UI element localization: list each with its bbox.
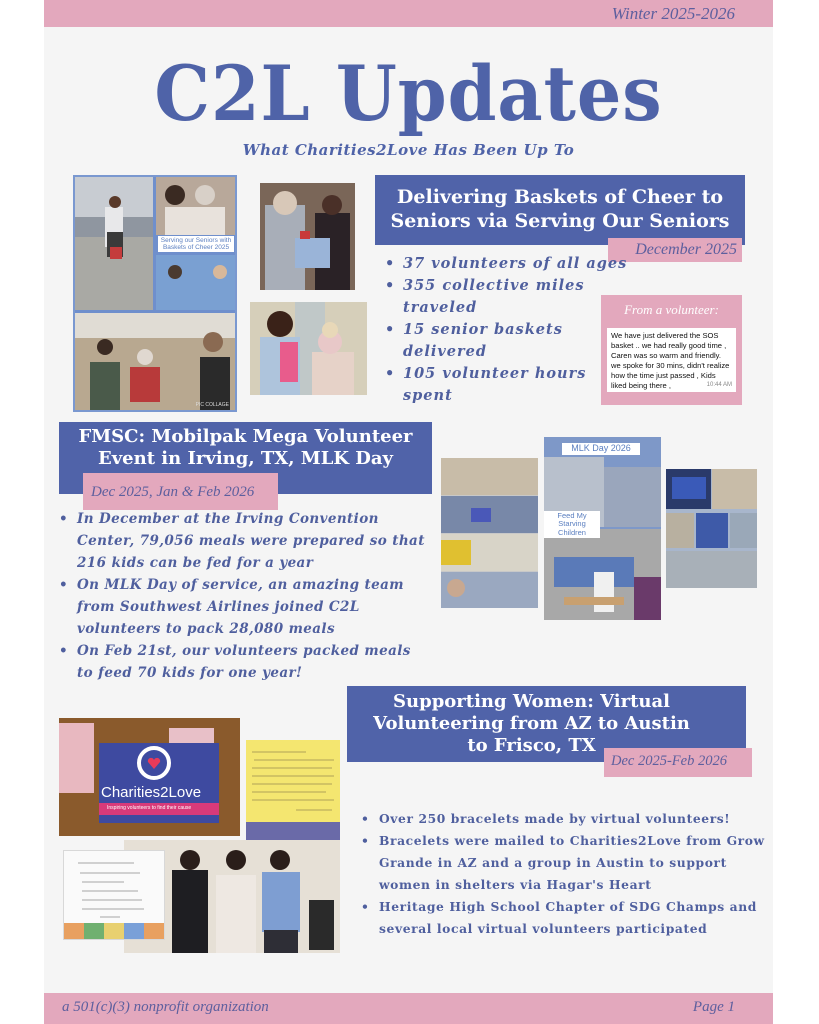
heading-line: to Frisco, TX xyxy=(467,735,596,756)
charities2love-logo-text: Charities2Love xyxy=(101,784,202,801)
quote-time: 10:44 AM xyxy=(706,382,732,388)
mlk-caption: MLK Day 2026 xyxy=(562,443,640,455)
stat-item: • 355 collective miles traveled xyxy=(383,275,608,319)
season-label: Winter 2025-2026 xyxy=(611,4,735,23)
collage-caption: Serving our Seniors with Baskets of Cheer 2025 xyxy=(158,236,234,252)
photo-image xyxy=(441,458,538,608)
stat-item: • 37 volunteers of all ages xyxy=(383,253,608,275)
detail-item: • Heritage High School Chapter of SDG Champs and several local virtual volunteers participated xyxy=(359,896,769,940)
collage-image xyxy=(75,177,235,410)
charities2love-tagline: Inspiring volunteers to find their cause xyxy=(107,805,192,811)
heading-line: Event in Irving, TX, MLK Day xyxy=(97,448,393,469)
women-details-list xyxy=(359,808,769,940)
photo-image xyxy=(64,851,165,940)
quote-heading: From a volunteer: xyxy=(624,302,719,317)
detail-item: • On MLK Day of service, an amazing team from Southwest Airlines joined C2L volunteers to pack 28,080 meals xyxy=(57,574,429,640)
fmsc-photo-left xyxy=(441,458,538,608)
photo-image xyxy=(666,469,757,588)
fmsc-photo-right xyxy=(666,469,757,588)
stat-item: • 15 senior baskets delivered xyxy=(383,319,608,363)
heading-line: Volunteering from AZ to Austin xyxy=(373,713,690,734)
detail-item: • On Feb 21st, our volunteers packed meals to feed 70 kids for one year! xyxy=(57,640,429,684)
top-banner xyxy=(44,0,773,27)
collage-watermark: PIC COLLAGE xyxy=(195,402,229,408)
section-date-seniors: December 2025 xyxy=(608,238,742,262)
volunteer-quote-box xyxy=(601,295,742,405)
detail-item: • Bracelets were mailed to Charities2Love from Grow Grande in AZ and a group in Austin to support women in shelters via Hagar's Heart xyxy=(359,830,769,896)
fmsc-caption: Feed My Starving Children xyxy=(544,511,600,538)
stat-item: • 105 volunteer hours spent xyxy=(383,363,608,407)
seniors-photo-collage xyxy=(73,175,237,412)
senior-basket-photo xyxy=(260,183,355,290)
page-subtitle: What Charities2Love Has Been Up To xyxy=(242,141,575,159)
bracelets-photo xyxy=(59,718,240,836)
fmsc-photo-center xyxy=(544,437,661,620)
newsletter-page xyxy=(44,0,773,1024)
handwritten-card-photo xyxy=(63,850,165,940)
heading-line: Seniors via Serving Our Seniors xyxy=(390,210,730,232)
quote-text: We have just delivered the SOS basket .. we had really good time , Caren was so warm and friendly. we spoke for 30 mins, didn't realize how the time just passed , Kids liked being there , xyxy=(611,331,730,390)
footer-banner xyxy=(44,993,773,1024)
page-title: C2L Updates xyxy=(154,49,663,138)
photo-image xyxy=(59,718,240,836)
photo-image xyxy=(250,302,367,395)
photo-image xyxy=(260,183,355,290)
quote-message xyxy=(607,328,736,392)
section-date-women: Dec 2025-Feb 2026 xyxy=(604,748,752,777)
heading-line: Delivering Baskets of Cheer to xyxy=(396,186,724,208)
section-date-fmsc: Dec 2025, Jan & Feb 2026 xyxy=(83,473,278,510)
detail-item: • In December at the Irving Convention Center, 79,056 meals were prepared so that 216 kids can be fed for a year xyxy=(57,508,429,574)
page-number: Page 1 xyxy=(692,999,735,1015)
senior-hallway-photo xyxy=(250,302,367,395)
detail-item: • Over 250 bracelets made by virtual volunteers! xyxy=(359,808,769,830)
photo-image xyxy=(246,740,340,840)
section-heading-seniors xyxy=(375,175,745,245)
heading-line: Supporting Women: Virtual xyxy=(393,691,670,712)
org-status-label: a 501(c)(3) nonprofit organization xyxy=(62,999,269,1015)
heading-line: FMSC: Mobilpak Mega Volunteer xyxy=(78,426,413,447)
fmsc-details-list xyxy=(57,508,429,684)
thank-you-note-photo xyxy=(246,740,340,840)
seniors-stats-list xyxy=(383,253,628,407)
